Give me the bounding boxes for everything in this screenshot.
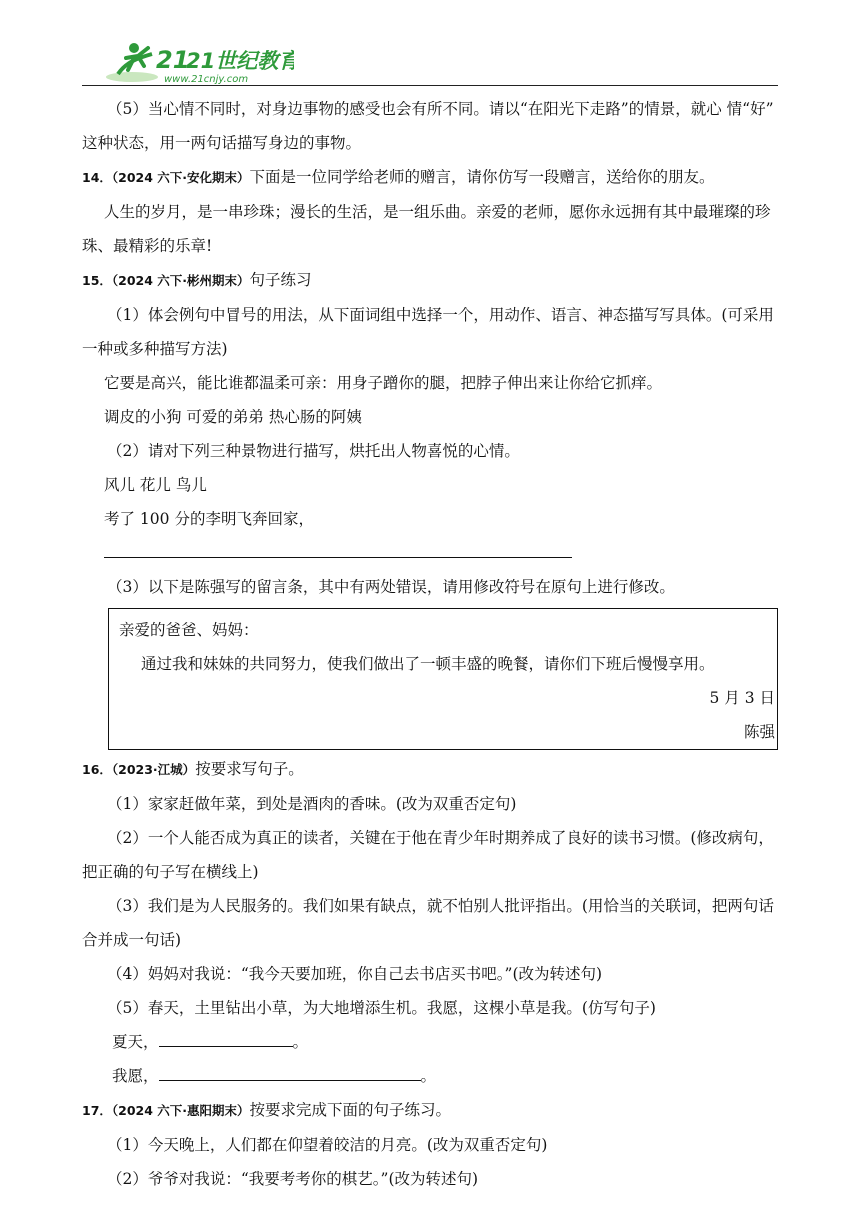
q17-number: 17．（2024 六下·惠阳期末）: [82, 1103, 250, 1118]
note-greeting: 亲爱的爸爸、妈妈：: [119, 621, 259, 639]
q15-2-fill-line: [82, 502, 778, 570]
message-note-box: [108, 608, 778, 750]
q16-2-line2: 把正确的句子写在横线上): [82, 863, 259, 881]
svg-text:21世纪教育: 21世纪教育: [186, 49, 294, 73]
q17-1: （1）今天晚上，人们都在仰望着皎洁的月亮。(改为双重否定句): [107, 1136, 548, 1154]
period: 。: [292, 1033, 309, 1051]
q16-5: （5）春天，土里钻出小草，为大地增添生机。我愿，这棵小草是我。(仿写句子): [107, 999, 656, 1017]
question-16: [82, 752, 778, 787]
q16-1: （1）家家赶做年菜，到处是酒肉的香味。(改为双重否定句): [107, 795, 517, 813]
q15-2-fill-text: 考了 100 分的李明飞奔回家，: [104, 510, 314, 528]
q13-5-line2: 这种状态，用一两句话描写身边的事物。: [82, 134, 362, 152]
runner-logo-icon: [104, 40, 294, 86]
q14-prompt: 下面是一位同学给老师的赠言，请你仿写一段赠言，送给你的朋友。: [249, 168, 715, 186]
header-logo: [104, 40, 294, 86]
q17-2: （2）爷爷对我说：“我要考考你的棋艺。”(改为转述句): [107, 1170, 479, 1188]
q14-example-line1: 人生的岁月，是一串珍珠；漫长的生活，是一组乐曲。亲爱的老师，愿你永远拥有其中最璀璨的珍: [104, 203, 771, 221]
period: 。: [420, 1067, 437, 1085]
q16-5-summer-line: [82, 1025, 778, 1059]
document-body: [82, 92, 778, 1196]
question-17: [82, 1093, 778, 1128]
q13-5-line1: （5）当心情不同时，对身边事物的感受也会有所不同。请以“在阳光下走路”的情景，就心 情“好”: [107, 100, 774, 118]
q16-2-line1: （2）一个人能否成为真正的读者，关键在于他在青少年时期养成了良好的读书习惯。(修改病句，: [107, 829, 774, 847]
note-date: 5 月 3 日: [709, 689, 775, 707]
note-body: 通过我和妹妹的共同努力，使我们做出了一顿丰盛的晚餐，请你们下班后慢慢享用。: [141, 655, 715, 673]
q16-3-line1: （3）我们是为人民服务的。我们如果有缺点，就不怕别人批评指出。(用恰当的关联词，把两句话: [107, 897, 774, 915]
q16-4: （4）妈妈对我说：“我今天要加班，你自己去书店买书吧。”(改为转述句): [107, 965, 603, 983]
svg-text:21: 21: [156, 46, 190, 74]
q14-number: 14．（2024 六下·安化期末）: [82, 170, 250, 185]
note-signature: 陈强: [743, 723, 775, 741]
q16-5-wish-blank[interactable]: [159, 1060, 421, 1081]
q15-2-scenery-words: 风儿 花儿 鸟儿: [104, 476, 207, 494]
svg-text:www.21cnjy.com: www.21cnjy.com: [164, 74, 249, 85]
q15-1-line1: （1）体会例句中冒号的用法，从下面词组中选择一个，用动作、语言、神态描写写具体。(可采用: [107, 306, 774, 324]
q15-1-line2: 一种或多种描写方法): [82, 340, 228, 358]
q15-prompt: 句子练习: [249, 271, 312, 289]
q15-number: 15．（2024 六下·彬州期末）: [82, 273, 250, 288]
q16-3-line2: 合并成一句话): [82, 931, 182, 949]
q16-5-summer-text: 夏天，: [112, 1033, 159, 1051]
q16-5-wish-line: [82, 1059, 778, 1093]
q15-3-prompt: （3）以下是陈强写的留言条，其中有两处错误，请用修改符号在原句上进行修改。: [107, 578, 675, 596]
q16-number: 16．（2023·江城）: [82, 762, 196, 777]
q14-example-line2: 珠、最精彩的乐章!: [82, 237, 213, 255]
question-15: [82, 263, 778, 298]
q16-5-summer-blank[interactable]: [159, 1026, 293, 1047]
q15-2-answer-blank[interactable]: [104, 537, 572, 558]
q15-example-sentence: 它要是高兴，能比谁都温柔可亲：用身子蹭你的腿，把脖子伸出来让你给它抓痒。: [104, 374, 663, 392]
question-14: [82, 160, 778, 195]
q16-prompt: 按要求写句子。: [195, 760, 304, 778]
q15-word-options: 调皮的小狗 可爱的弟弟 热心肠的阿姨: [104, 408, 362, 426]
q15-2-prompt: （2）请对下列三种景物进行描写，烘托出人物喜悦的心情。: [107, 442, 520, 460]
header-rule: [82, 85, 778, 86]
q16-5-wish-text: 我愿，: [112, 1067, 159, 1085]
q17-prompt: 按要求完成下面的句子练习。: [249, 1101, 452, 1119]
